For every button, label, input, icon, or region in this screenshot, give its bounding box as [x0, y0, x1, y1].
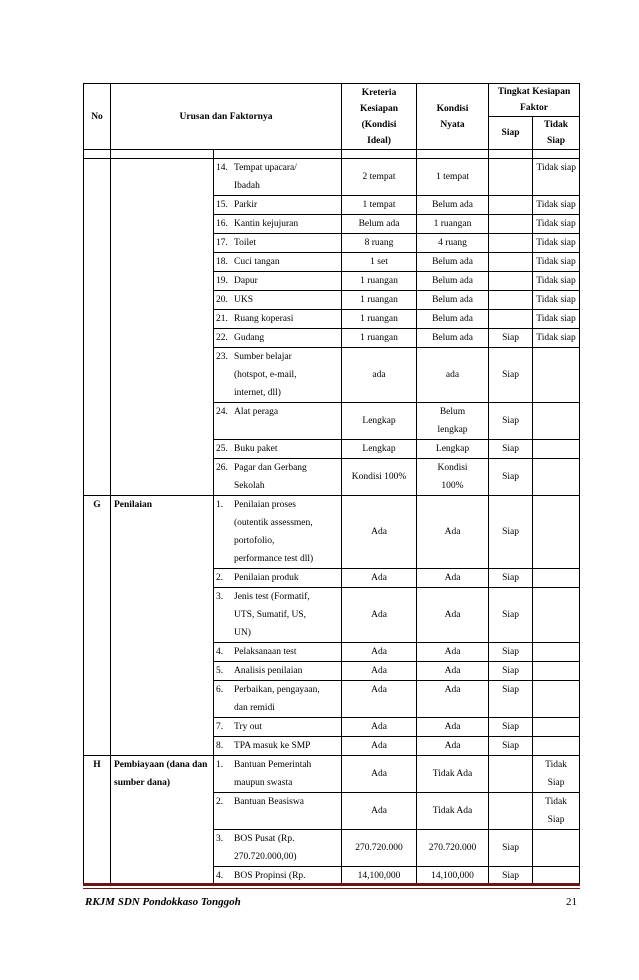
item-text-line: Pelaksanaan test	[234, 647, 297, 657]
kondisi-nyata-cell: Ada	[417, 737, 489, 756]
item-text	[234, 681, 341, 717]
kondisi-nyata-cell: Ada	[417, 588, 489, 643]
item-entry	[214, 440, 341, 458]
header-kreteria: Kreteria Kesiapan (Kondisi Ideal)	[342, 84, 417, 150]
tidak-siap-cell: Tidak siap	[533, 291, 580, 310]
item-number: 18.	[216, 257, 228, 267]
tidak-siap-cell	[533, 588, 580, 643]
siap-cell	[489, 793, 533, 830]
group-name: Penilaian	[111, 496, 214, 756]
group-no	[84, 159, 111, 496]
tidak-siap-cell: Tidak siap	[533, 215, 580, 234]
kondisi-nyata-cell: Lengkap	[417, 440, 489, 459]
item-cell	[214, 588, 342, 643]
item-number: 17.	[216, 238, 228, 248]
item-entry	[214, 718, 341, 736]
item-text	[234, 830, 341, 866]
kriteria-ideal-cell: 1 ruangan	[342, 272, 417, 291]
footer-title: RKJM SDN Pondokkaso Tonggoh	[85, 896, 241, 908]
item-text	[234, 310, 341, 328]
item-cell	[214, 440, 342, 459]
group-no: G	[84, 496, 111, 756]
item-cell	[214, 403, 342, 440]
siap-cell: Siap	[489, 662, 533, 681]
kriteria-ideal-cell: Ada	[342, 643, 417, 662]
item-text-line: Parkir	[234, 200, 258, 210]
item-text-line: Ibadah	[234, 181, 260, 191]
siap-cell	[489, 310, 533, 329]
tidak-siap-cell	[533, 662, 580, 681]
item-entry	[214, 159, 341, 195]
kriteria-ideal-cell: 14,100,000	[342, 867, 417, 886]
siap-cell: Siap	[489, 440, 533, 459]
item-text-line: Penilaian produk	[234, 573, 299, 583]
kondisi-nyata-cell	[417, 459, 489, 496]
item-text-line: Jenis test (Formatif,	[234, 592, 310, 602]
item-number: 14.	[216, 163, 228, 173]
siap-cell	[489, 159, 533, 196]
tidak-siap-cell	[533, 643, 580, 662]
kriteria-ideal-cell: Lengkap	[342, 440, 417, 459]
kriteria-ideal-cell: Kondisi 100%	[342, 459, 417, 496]
item-number: 20.	[216, 295, 228, 305]
item-text	[234, 159, 341, 195]
item-cell	[214, 348, 342, 403]
item-entry	[214, 756, 341, 792]
siap-cell	[489, 215, 533, 234]
kriteria-ideal-cell: Ada	[342, 737, 417, 756]
item-number: 26.	[216, 463, 228, 473]
item-text-line: Pagar dan Gerbang	[234, 463, 307, 473]
item-entry	[214, 348, 341, 402]
item-text-line: UN)	[234, 628, 251, 638]
kriteria-ideal-cell: Ada	[342, 588, 417, 643]
group-name: Pembiayaan (dana dan sumber dana)	[111, 756, 214, 886]
item-text-line: Sumber belajar	[234, 352, 292, 362]
item-text-line: Toilet	[234, 238, 257, 248]
item-number: 23.	[216, 352, 228, 362]
item-text-line: internet, dll)	[234, 388, 281, 398]
tidak-siap-cell: Tidak siap	[533, 253, 580, 272]
item-text	[234, 756, 341, 792]
item-cell	[214, 756, 342, 793]
item-text-line: performance test dll)	[234, 554, 314, 564]
siap-cell	[489, 196, 533, 215]
tidak-siap-cell	[533, 718, 580, 737]
kriteria-ideal-cell: Ada	[342, 718, 417, 737]
item-number: 24.	[216, 407, 228, 417]
item-entry	[214, 681, 341, 717]
tidak-siap-cell	[533, 496, 580, 569]
item-number: 21.	[216, 314, 228, 324]
item-entry	[214, 793, 341, 811]
item-number: 7.	[216, 722, 224, 732]
item-number: 1.	[216, 500, 224, 510]
item-text-line: Try out	[234, 722, 262, 732]
item-cell	[214, 459, 342, 496]
kriteria-ideal-cell: 1 set	[342, 253, 417, 272]
tidak-siap-cell: Tidak siap	[533, 329, 580, 348]
item-text-line: Bantuan Beasiswa	[234, 797, 304, 807]
item-text	[234, 348, 341, 402]
item-entry	[214, 253, 341, 271]
item-cell	[214, 662, 342, 681]
item-text-line: UTS, Sumatif, US,	[234, 610, 307, 620]
footer-rule-thick	[83, 883, 580, 886]
item-text-line: Kantin kejujuran	[234, 219, 299, 229]
item-entry	[214, 272, 341, 290]
kriteria-ideal-cell: 8 ruang	[342, 234, 417, 253]
kriteria-ideal-cell: 2 tempat	[342, 159, 417, 196]
kondisi-nyata-cell: Belum ada	[417, 291, 489, 310]
item-number: 4.	[216, 871, 224, 881]
item-cell	[214, 830, 342, 867]
header-urusan: Urusan dan Faktornya	[111, 84, 342, 150]
item-number: 19.	[216, 276, 228, 286]
item-text	[234, 643, 341, 661]
tidak-siap-cell: Tidak siap	[533, 272, 580, 291]
table-row	[84, 756, 580, 793]
kriteria-ideal-cell: 270.720.000	[342, 830, 417, 867]
item-cell	[214, 737, 342, 756]
item-text	[234, 496, 341, 568]
kondisi-nyata-line: lengkap	[437, 425, 468, 435]
kondisi-nyata-cell: 4 ruang	[417, 234, 489, 253]
item-text-line: Bantuan Pemerintah	[234, 760, 312, 770]
item-entry	[214, 569, 341, 587]
tidak-siap-cell	[533, 569, 580, 588]
kondisi-nyata-cell: 1 ruangan	[417, 215, 489, 234]
item-text-line: Analisis penilaian	[234, 666, 303, 676]
kondisi-nyata-cell: ada	[417, 348, 489, 403]
siap-cell: Siap	[489, 588, 533, 643]
spacer-row	[84, 150, 580, 159]
kondisi-nyata-cell: Belum ada	[417, 272, 489, 291]
header-no: No	[84, 84, 111, 150]
kriteria-ideal-cell: 1 ruangan	[342, 329, 417, 348]
kondisi-nyata-cell: Ada	[417, 662, 489, 681]
tidak-siap-cell	[533, 459, 580, 496]
item-number: 4.	[216, 647, 224, 657]
item-cell	[214, 643, 342, 662]
kondisi-nyata-cell: Tidak Ada	[417, 756, 489, 793]
tidak-siap-cell: Tidak siap	[533, 310, 580, 329]
item-entry	[214, 662, 341, 680]
siap-cell: Siap	[489, 643, 533, 662]
tidak-siap-cell	[533, 830, 580, 867]
kondisi-nyata-cell	[417, 403, 489, 440]
item-text-line: Ruang koperasi	[234, 314, 294, 324]
kondisi-nyata-line: Belum	[439, 407, 466, 417]
kondisi-nyata-cell: Tidak Ada	[417, 793, 489, 830]
table-row	[84, 159, 580, 196]
item-text	[234, 253, 341, 271]
item-text	[234, 662, 341, 680]
kondisi-nyata-cell: 14,100,000	[417, 867, 489, 886]
siap-cell: Siap	[489, 830, 533, 867]
item-number: 3.	[216, 834, 224, 844]
kondisi-nyata-cell: Belum ada	[417, 196, 489, 215]
item-text	[234, 403, 341, 421]
kriteria-ideal-cell: Ada	[342, 793, 417, 830]
item-text-line: Dapur	[234, 276, 258, 286]
item-text-line: BOS Pusat (Rp.	[234, 834, 295, 844]
item-cell	[214, 215, 342, 234]
item-text-line: 270.720.000,00)	[234, 852, 297, 862]
item-cell	[214, 681, 342, 718]
item-cell	[214, 253, 342, 272]
kondisi-nyata-cell: 1 tempat	[417, 159, 489, 196]
item-text-line: Penilaian proses	[234, 500, 297, 510]
item-text	[234, 291, 341, 309]
group-name	[111, 159, 214, 496]
header-tidak-siap: Tidak Siap	[533, 117, 580, 150]
item-cell	[214, 793, 342, 830]
readiness-table	[83, 83, 580, 886]
tidak-siap-cell	[533, 440, 580, 459]
table-row	[84, 496, 580, 569]
item-cell	[214, 718, 342, 737]
kondisi-nyata-cell: Belum ada	[417, 310, 489, 329]
item-text-line: portofolio,	[234, 536, 275, 546]
item-text-line: dan remidi	[234, 703, 275, 713]
kondisi-nyata-line: 100%	[441, 481, 464, 491]
kondisi-nyata-cell: Ada	[417, 718, 489, 737]
item-entry	[214, 234, 341, 252]
kriteria-ideal-cell: Lengkap	[342, 403, 417, 440]
siap-cell	[489, 756, 533, 793]
item-cell	[214, 196, 342, 215]
kondisi-nyata-cell: Belum ada	[417, 253, 489, 272]
kriteria-ideal-cell: Ada	[342, 756, 417, 793]
header-kondisi: Kondisi Nyata	[417, 84, 489, 150]
item-text-line: Buku paket	[234, 444, 278, 454]
siap-cell	[489, 234, 533, 253]
tidak-siap-cell	[533, 348, 580, 403]
kriteria-ideal-cell: Ada	[342, 681, 417, 718]
siap-cell: Siap	[489, 569, 533, 588]
item-number: 25.	[216, 444, 228, 454]
item-text	[234, 272, 341, 290]
item-text	[234, 234, 341, 252]
item-text	[234, 737, 341, 755]
header-siap: Siap	[489, 117, 533, 150]
siap-cell	[489, 253, 533, 272]
header-tingkat: Tingkat Kesiapan Faktor	[489, 84, 580, 117]
item-text-line: TPA masuk ke SMP	[234, 741, 311, 751]
item-number: 1.	[216, 760, 224, 770]
item-entry	[214, 588, 341, 642]
siap-cell: Siap	[489, 496, 533, 569]
siap-cell: Siap	[489, 459, 533, 496]
siap-cell: Siap	[489, 737, 533, 756]
kriteria-ideal-cell: Ada	[342, 496, 417, 569]
item-entry	[214, 737, 341, 755]
item-entry	[214, 215, 341, 233]
item-entry	[214, 459, 341, 495]
siap-cell: Siap	[489, 867, 533, 886]
tidak-siap-cell: Tidak siap	[533, 196, 580, 215]
item-number: 15.	[216, 200, 228, 210]
tidak-siap-cell: Tidak siap	[533, 159, 580, 196]
kondisi-nyata-cell: 270.720.000	[417, 830, 489, 867]
item-number: 5.	[216, 666, 224, 676]
item-number: 16.	[216, 219, 228, 229]
item-text	[234, 196, 341, 214]
siap-cell: Siap	[489, 348, 533, 403]
siap-cell: Siap	[489, 718, 533, 737]
item-text-line: UKS	[234, 295, 254, 305]
kriteria-ideal-cell: Ada	[342, 662, 417, 681]
tidak-siap-cell: Tidak Siap	[533, 793, 580, 830]
kriteria-ideal-cell: Ada	[342, 569, 417, 588]
item-text	[234, 588, 341, 642]
siap-cell: Siap	[489, 329, 533, 348]
item-text-line: BOS Propinsi (Rp.	[234, 871, 306, 881]
item-cell	[214, 234, 342, 253]
kriteria-ideal-cell: ada	[342, 348, 417, 403]
item-entry	[214, 496, 341, 568]
item-entry	[214, 643, 341, 661]
item-entry	[214, 310, 341, 328]
item-text-line: Cuci tangan	[234, 257, 280, 267]
item-entry	[214, 403, 341, 421]
page-number: 21	[566, 896, 577, 908]
item-text	[234, 215, 341, 233]
item-cell	[214, 329, 342, 348]
siap-cell	[489, 291, 533, 310]
item-entry	[214, 291, 341, 309]
item-entry	[214, 329, 341, 347]
tidak-siap-cell	[533, 681, 580, 718]
item-text-line: Perbaikan, pengayaan,	[234, 685, 320, 695]
item-text-line: (hotspot, e-mail,	[234, 370, 297, 380]
tidak-siap-cell	[533, 737, 580, 756]
item-number: 22.	[216, 333, 228, 343]
item-text	[234, 569, 341, 587]
item-cell	[214, 272, 342, 291]
tidak-siap-cell: Tidak Siap	[533, 756, 580, 793]
kriteria-ideal-cell: Belum ada	[342, 215, 417, 234]
kriteria-ideal-cell: 1 tempat	[342, 196, 417, 215]
table-body	[84, 159, 580, 886]
item-cell	[214, 569, 342, 588]
siap-cell: Siap	[489, 403, 533, 440]
item-text	[234, 440, 341, 458]
item-number: 3.	[216, 592, 224, 602]
item-cell	[214, 496, 342, 569]
item-cell	[214, 291, 342, 310]
tidak-siap-cell	[533, 403, 580, 440]
kondisi-nyata-cell: Ada	[417, 496, 489, 569]
table-header	[84, 84, 580, 159]
item-text-line: maupun swasta	[234, 778, 293, 788]
item-text	[234, 718, 341, 736]
item-text	[234, 793, 341, 811]
item-cell	[214, 310, 342, 329]
item-text-line: Gudang	[234, 333, 265, 343]
item-number: 8.	[216, 741, 224, 751]
kriteria-ideal-cell: 1 ruangan	[342, 310, 417, 329]
siap-cell	[489, 272, 533, 291]
item-text-line: Sekolah	[234, 481, 265, 491]
item-cell	[214, 159, 342, 196]
item-entry	[214, 830, 341, 866]
item-number: 2.	[216, 573, 224, 583]
item-text-line: (outentik assessmen,	[234, 518, 313, 528]
kriteria-ideal-cell: 1 ruangan	[342, 291, 417, 310]
tidak-siap-cell: Tidak siap	[533, 234, 580, 253]
item-text	[234, 329, 341, 347]
kondisi-nyata-cell: Ada	[417, 569, 489, 588]
footer-rule-thin	[83, 888, 580, 889]
siap-cell: Siap	[489, 681, 533, 718]
kondisi-nyata-cell: Ada	[417, 681, 489, 718]
item-text	[234, 459, 341, 495]
item-entry	[214, 196, 341, 214]
kondisi-nyata-cell: Ada	[417, 643, 489, 662]
item-text-line: Tempat upacara/	[234, 163, 297, 173]
item-number: 2.	[216, 797, 224, 807]
kondisi-nyata-line: Kondisi	[437, 463, 468, 473]
kondisi-nyata-cell: Belum ada	[417, 329, 489, 348]
group-no: H	[84, 756, 111, 886]
item-number: 6.	[216, 685, 224, 695]
item-text-line: Alat peraga	[234, 407, 279, 417]
